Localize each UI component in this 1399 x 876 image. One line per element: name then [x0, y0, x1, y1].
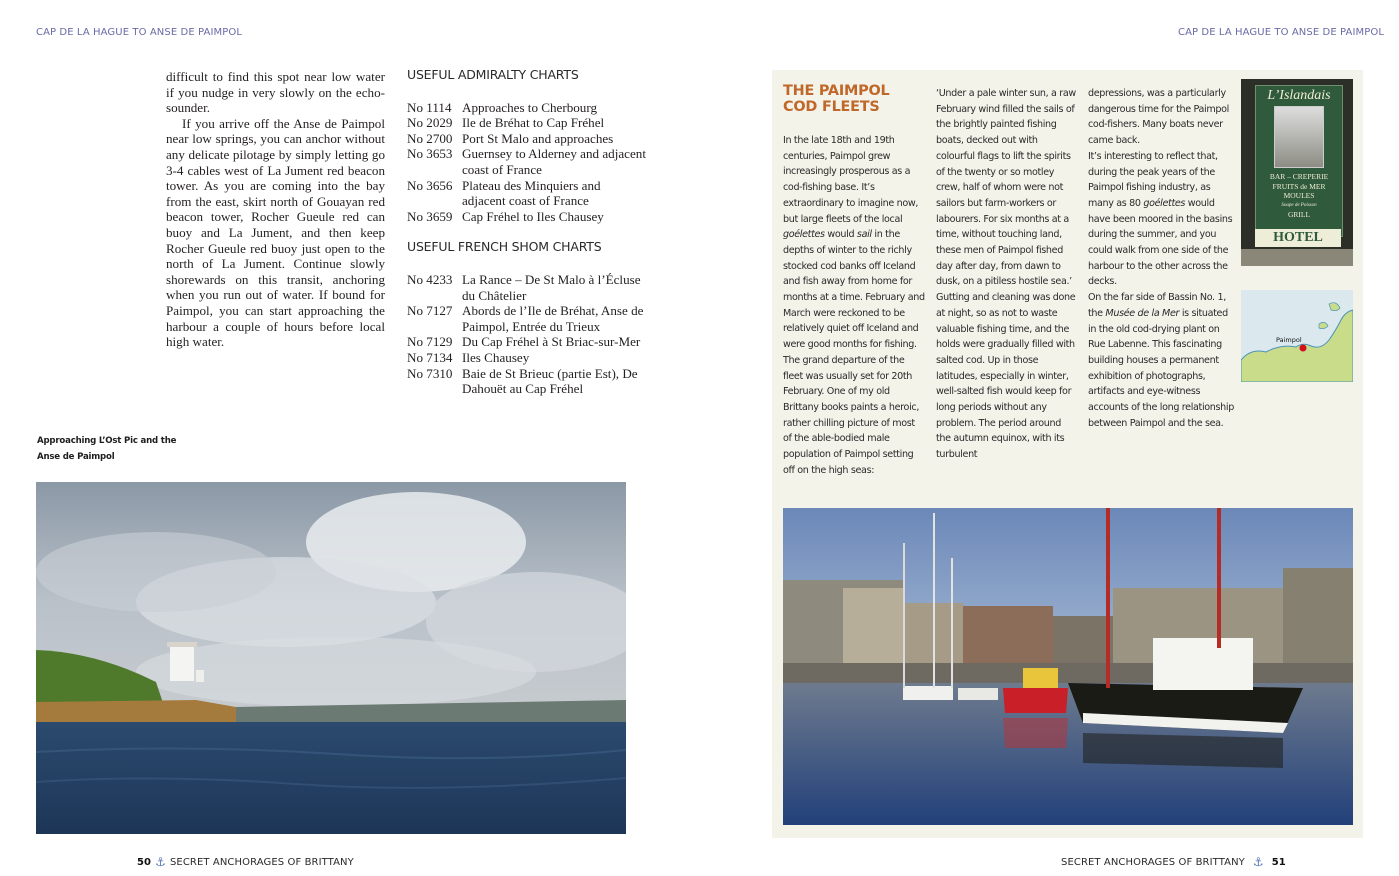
chart-description: Plateau des Minquiers and adjacent coast of France [462, 177, 601, 209]
chart-row [407, 100, 647, 116]
chart-description: Guernsey to Alderney and adjacent coast of France [462, 146, 646, 177]
portrait-image [1274, 106, 1324, 168]
sign-line: FRUITS de MER [1272, 181, 1326, 191]
book-title: SECRET ANCHORAGES OF BRITTANY [169, 856, 354, 868]
sign-ground [1241, 249, 1353, 266]
hotel-sign: HOTEL [1255, 229, 1341, 247]
locator-map [1241, 290, 1353, 382]
photo-caption: Approaching L’Ost Pic and the Anse de Paimpol [37, 436, 177, 462]
sidebar-paragraph: The grand departure of the fleet was usually set for 20th February. One of my old Brittany books paints a heroic, rather chilling picture of most of the able-bodied male population of Paimpol setting off on the high seas: [783, 354, 920, 476]
page-number: 50 [137, 856, 152, 868]
map-label: Paimpol [1276, 336, 1302, 344]
chart-row [407, 178, 647, 209]
anchor-icon: ⚓ [1252, 855, 1264, 869]
chart-number: No 4233 [407, 271, 453, 287]
chart-row [407, 303, 647, 334]
chart-row [407, 146, 647, 177]
sidebar-column-1 [783, 133, 925, 478]
chart-row [407, 209, 647, 225]
footer-right [1061, 855, 1286, 869]
text-run-italic: goélettes [1143, 197, 1186, 209]
text-run-italic: Musée de la Mer [1105, 307, 1180, 319]
sign-line: MOULES [1283, 191, 1315, 200]
restaurant-sign-photo [1241, 79, 1353, 266]
chart-description: Abords de l’Ile de Bréhat, Anse de Paimpol, Entrée du Trieux [462, 303, 644, 334]
sidebar-column-3 [1088, 86, 1234, 431]
shom-charts-heading: USEFUL FRENCH SHOM CHARTS [407, 239, 602, 255]
book-title: SECRET ANCHORAGES OF BRITTANY [1061, 856, 1245, 868]
sidebar-column-2 [936, 86, 1078, 463]
chart-row [407, 131, 647, 147]
anchor-icon: ⚓ [155, 855, 166, 869]
sidebar-paragraph [783, 133, 925, 353]
body-paragraph: difficult to find this spot near low water if you nudge in very slowly on the echo-sounder. [166, 69, 385, 116]
footer-left [137, 855, 354, 869]
text-run-italic: goélettes [783, 229, 825, 241]
sign-line: Soupe de Poisson [1281, 202, 1317, 208]
page-number: 51 [1271, 856, 1286, 868]
body-text-column [166, 69, 385, 350]
admiralty-charts-heading: USEFUL ADMIRALTY CHARTS [407, 67, 579, 82]
running-head-right: CAP DE LA HAGUE TO ANSE DE PAIMPOL [1178, 27, 1385, 38]
chart-number: No 2700 [407, 130, 453, 146]
chart-row [407, 366, 647, 397]
text-run: would have been moored in the basins during the summer, and you could walk from one side of the harbour to the other across the decks. [1088, 197, 1233, 288]
sidebar-title: THE PAIMPOL COD FLEETS [783, 83, 890, 115]
chart-description: Cap Fréhel to Iles Chausey [462, 208, 604, 224]
chart-number: No 7127 [407, 303, 453, 319]
text-run-italic: sail [856, 229, 872, 241]
chart-number: No 3653 [407, 146, 453, 162]
sidebar-paragraph: depressions, was a particularly dangerous time for the Paimpol cod-fishers. Many boats never came back. [1088, 88, 1229, 147]
sidebar-paragraph: ‘Under a pale winter sun, a raw February wind filled the sails of the brightly painted fishing boats, decked out with colourful flags to lift the spirits of the twenty or so motley crew, half of whom were not sailors but farm-workers or labourers. For six months at a time, without touching land, these men of Paimpol fished day after day, from dawn to dusk, on a pitiless hostile sea.’ [936, 88, 1076, 288]
shom-chart-list [407, 272, 647, 397]
chart-number: No 7310 [407, 365, 453, 381]
chart-description: Du Cap Fréhel à St Briac-sur-Mer [462, 334, 641, 350]
charts-column [407, 67, 647, 397]
text-run: is situated in the old cod-drying plant on Rue Labenne. This fascinating building houses a permanent exhibition of photographs, artifacts and eye-witness accounts of the long relationship between Paimpol and the sea. [1088, 307, 1234, 429]
chart-row [407, 272, 647, 303]
sidebar-paragraph: Gutting and cleaning was done at night, so as not to waste valuable fishing time, and the holds were gradually filled with salted cod. Up in those latitudes, especially in winter, well-salted fish would keep for long periods without any problem. The period around the autumn equinox, with its turbulent [936, 292, 1076, 461]
chart-number: No 2029 [407, 115, 453, 131]
chart-description: La Rance – De St Malo à l’Écluse du Châtelier [462, 271, 641, 303]
chart-number: No 3656 [407, 177, 453, 193]
lighthouse-photo [36, 482, 626, 834]
chart-description: Port St Malo and approaches [462, 130, 614, 146]
chart-row [407, 334, 647, 350]
chart-number: No 7129 [407, 334, 453, 350]
running-head-left: CAP DE LA HAGUE TO ANSE DE PAIMPOL [36, 27, 243, 38]
sign-line: GRILL [1287, 210, 1311, 219]
chart-number: No 7134 [407, 349, 453, 365]
sign-lines [1256, 172, 1342, 220]
sign-line: BAR – CREPERIE [1269, 172, 1329, 181]
admiralty-chart-list [407, 100, 647, 225]
chart-number: No 1114 [407, 99, 452, 115]
text-run: would [824, 229, 857, 241]
sidebar-paragraph [1088, 149, 1234, 290]
text-run: On the far side of Bassin No. 1, the [1088, 292, 1226, 319]
harbour-photo [783, 508, 1353, 825]
text-run: In the late 18th and 19th centuries, Paimpol grew increasingly prosperous as a cod-fishing base. It’s extraordinary to imagine now, but large fleets of the local [783, 135, 919, 225]
chart-description: Approaches to Cherbourg [462, 99, 598, 115]
sidebar-paragraph [1088, 290, 1234, 431]
chart-description: Iles Chausey [462, 349, 530, 365]
body-paragraph: If you arrive off the Anse de Paimpol near low springs, you can anchor without any delicate pilotage by simply letting go 3-4 cables west of La Jument red beacon tower. As you are coming into the bay from the east, skirt north of Gouayan red beacon tower, Rocher Gueule red can buoy and La Jument, and then keep Rocher Gueule red buoy just open to the north of La Jument. Continue slowly shorewards on this transit, anchoring when you run out of water. If bound for Paimpol, you can start approaching the harbour a couple of hours before local high water. [166, 115, 385, 350]
chart-description: Baie de St Brieuc (partie Est), De Dahouët au Cap Fréhel [462, 365, 638, 397]
sign-name: L’Islandais [1267, 88, 1331, 103]
sign-board [1255, 85, 1343, 237]
text-run: in the depths of winter to the richly stocked cod banks off Iceland and fish away from home for months at a time. February and March were reckoned to be relatively quiet off Iceland and were good months for fishing. [783, 229, 925, 351]
chart-description: Ile de Bréhat to Cap Fréhel [462, 115, 605, 131]
chart-row [407, 350, 647, 366]
text-run: It’s interesting to reflect that, during the peak years of the Paimpol fishing industry, as many as 80 [1088, 150, 1218, 209]
chart-number: No 3659 [407, 208, 453, 224]
chart-row [407, 115, 647, 131]
